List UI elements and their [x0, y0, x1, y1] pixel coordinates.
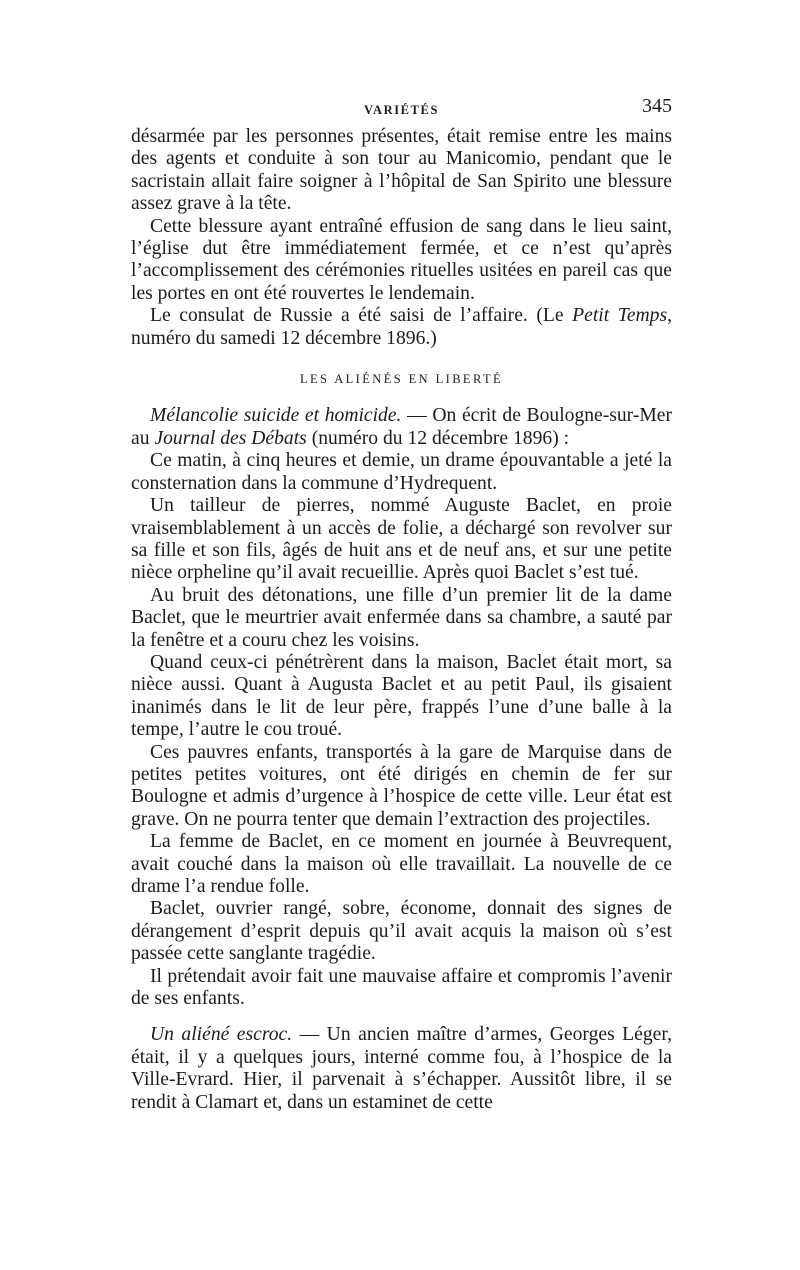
newspaper-petit-temps: Petit Temps [572, 305, 668, 327]
story-paragraph: Au bruit des détonations, une fille d’un premier lit de la dame Baclet, que le meurtrier avait enfermée dans sa chambre, a sauté par la fenêtre et a couru chez les voisins. [131, 584, 672, 651]
paragraph-escroc [131, 1024, 672, 1114]
story-paragraph: Un tailleur de pierres, nommé Auguste Baclet, en proie vraisemblablement à un accès de folie, a déchargé son revolver sur sa fille et son fils, âgés de huit ans et de neuf ans, et sur une petite nièce orpheline qu’il avait recueillie. Après quoi Baclet s’est tué. [131, 495, 672, 584]
paragraph-melancolie [131, 405, 672, 450]
paragraph-continued: désarmée par les personnes présentes, était remise entre les mains des agents et conduite à son tour au Manicomio, pendant que le sacristain allait faire soigner à l’hôpital de San Spirito une blessure assez grave à la tête. [131, 126, 672, 215]
story-paragraph: Baclet, ouvrier rangé, sobre, économe, donnait des signes de dérangement d’esprit depuis qu’il avait acquis la maison où s’est passée cette sanglante tragédie. [131, 898, 672, 965]
story-paragraph: Quand ceux-ci pénétrèrent dans la maison, Baclet était mort, sa nièce aussi. Quant à Augusta Baclet et au petit Paul, ils gisaient inanimés dans le lit de leur père, frappés l’une d’une balle à la tempe, l’autre le cou troué. [131, 651, 672, 741]
running-title: VARIÉTÉS [363, 103, 440, 117]
consulat-text-before: Le consulat de Russie a été saisi de l’affaire. (Le [150, 305, 573, 327]
article-title-escroc: Un aliéné escroc. [150, 1024, 293, 1046]
melancolie-text-before: — On écrit de Boulogne-sur-Mer au [131, 405, 672, 449]
page-number: 345 [642, 95, 672, 117]
melancolie-text-after: (numéro du 12 décembre 1896) : [306, 427, 570, 449]
paragraph-consulat [131, 305, 672, 350]
story-paragraph: Il prétendait avoir fait une mauvaise affaire et compromis l’avenir de ses enfants. [131, 965, 672, 1010]
newspaper-journal-des-debats: Journal des Débats [154, 427, 307, 449]
page-header [131, 95, 672, 119]
story-paragraph: La femme de Baclet, en ce moment en journée à Beuvrequent, avait couché dans la maison où elle travaillait. La nouvelle de ce drame l’a rendue folle. [131, 831, 672, 897]
section-heading: LES ALIÉNÉS EN LIBERTÉ [299, 372, 504, 387]
paragraph-blessure: Cette blessure ayant entraîné effusion de sang dans le lieu saint, l’église dut être immédiatement fermée, et ce n’est qu’après l’accomplissement des cérémonies rituelles usitées en pareil cas que les portes en ont été rouvertes le lendemain. [131, 215, 672, 304]
consulat-text-after: , numéro du samedi 12 décembre 1896.) [131, 305, 673, 349]
story-paragraph: Ce matin, à cinq heures et demie, un drame épouvantable a jeté la consternation dans la commune d’Hydrequent. [131, 450, 672, 494]
article-title-melancolie: Mélancolie suicide et homicide. [150, 405, 402, 427]
escroc-text: — Un ancien maître d’armes, Georges Léger, était, il y a quelques jours, interné comme fou, à l’hospice de la Ville-Evrard. Hier, il parvenait à s’échapper. Aussitôt libre, il se rendit à Clamart et, dans un estaminet de cette [131, 1024, 672, 1113]
book-page [131, 95, 672, 1114]
story-paragraph: Ces pauvres enfants, transportés à la gare de Marquise dans de petites petites voitures, ont été dirigés en chemin de fer sur Boulogne et admis d’urgence à l’hospice de cette ville. Leur état est grave. On ne pourra tenter que demain l’extraction des projectiles. [131, 741, 672, 830]
